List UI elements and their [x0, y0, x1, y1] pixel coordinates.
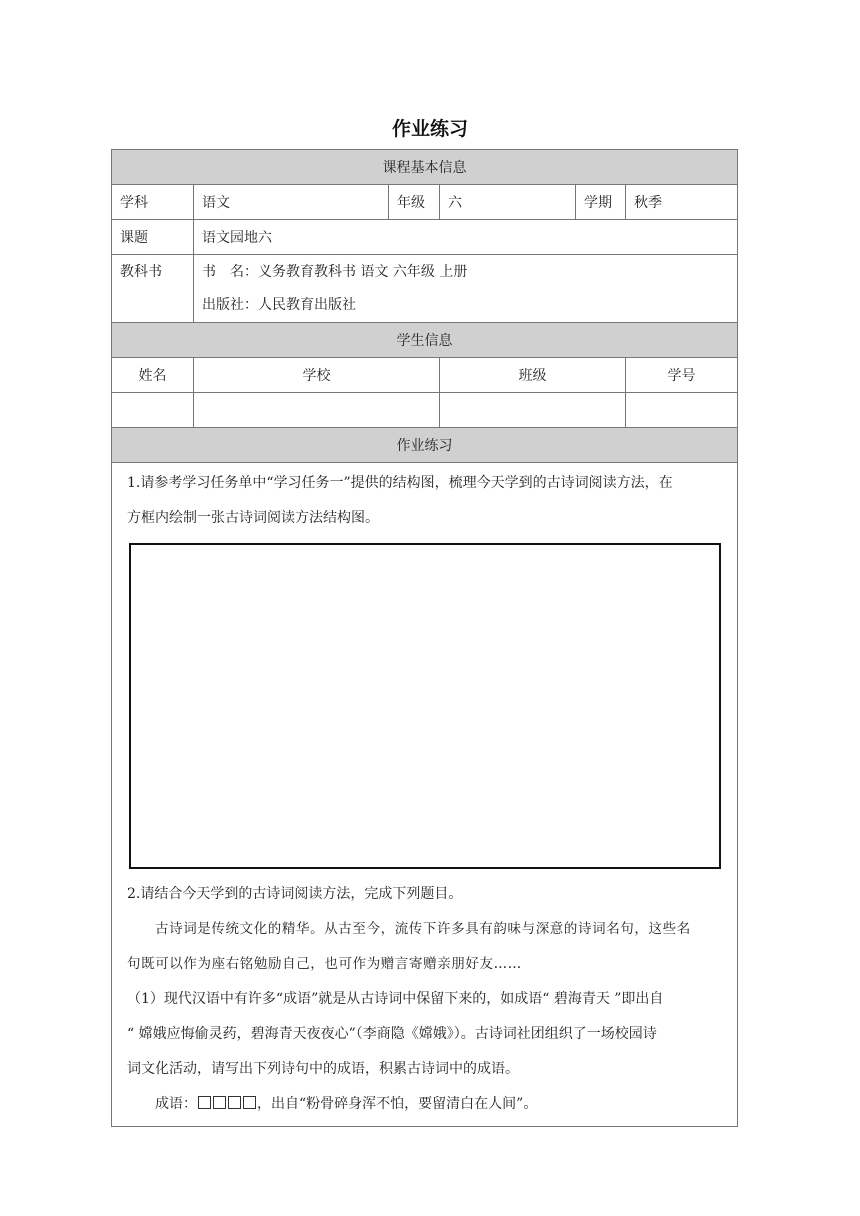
subject-label: 学科 [112, 185, 194, 220]
course-info-header: 课程基本信息 [112, 150, 738, 185]
idiom-answer-line [127, 1087, 722, 1122]
subquestion-1-line-1: （1）现代汉语中有许多“成语”就是从古诗词中保留下来的，如成语“ 碧海青天 ”即出自 [127, 991, 664, 1007]
class-field[interactable] [440, 393, 626, 428]
question-2-line: 2.请结合今天学到的古诗词阅读方法，完成下列题目。 [127, 886, 463, 902]
textbook-label: 教科书 [112, 255, 194, 323]
idiom-prefix: 成语： [155, 1096, 197, 1112]
drawing-area-box[interactable] [129, 543, 721, 869]
homework-sheet [111, 149, 738, 1127]
name-label: 姓名 [112, 358, 194, 393]
grade-value: 六 [440, 185, 576, 220]
school-label: 学校 [194, 358, 440, 393]
class-label: 班级 [440, 358, 626, 393]
homework-content [112, 463, 738, 1127]
answer-box-1[interactable] [198, 1096, 211, 1109]
subquestion-1-line-2: “ 嫦娥应悔偷灵药，碧海青天夜夜心”（李商隐《嫦娥》）。古诗词社团组织了一场校园诗 [127, 1026, 657, 1042]
topic-value: 语文园地六 [194, 220, 738, 255]
name-field[interactable] [112, 393, 194, 428]
answer-box-4[interactable] [243, 1096, 256, 1109]
question-1-line-1: 1.请参考学习任务单中“学习任务一”提供的结构图，梳理今天学到的古诗词阅读方法，在 [127, 475, 673, 491]
topic-label: 课题 [112, 220, 194, 255]
passage-line-2: 句既可以作为座右铭勉励自己，也可作为赠言寄赠亲朋好友…… [127, 956, 522, 972]
publisher-line: 出版社：人民教育出版社 [202, 296, 356, 313]
subquestion-1-line-3: 词文化活动，请写出下列诗句中的成语，积累古诗词中的成语。 [127, 1061, 519, 1077]
grade-label: 年级 [389, 185, 440, 220]
book-name-line: 书 名：义务教育教科书 语文 六年级 上册 [202, 263, 468, 280]
student-id-field[interactable] [626, 393, 738, 428]
passage-line-1: 古诗词是传统文化的精华。从古至今，流传下许多具有韵味与深意的诗词名句，这些名 [155, 921, 691, 937]
student-id-label: 学号 [626, 358, 738, 393]
term-value: 秋季 [626, 185, 738, 220]
student-info-header: 学生信息 [112, 323, 738, 358]
answer-box-3[interactable] [228, 1096, 241, 1109]
term-label: 学期 [576, 185, 626, 220]
page-title: 作业练习 [391, 118, 468, 140]
subject-value: 语文 [194, 185, 389, 220]
question-1-line-2: 方框内绘制一张古诗词阅读方法结构图。 [127, 510, 379, 526]
answer-box-2[interactable] [213, 1096, 226, 1109]
idiom-suffix: ，出自“粉骨碎身浑不怕，要留清白在人间”。 [257, 1096, 538, 1112]
textbook-info [194, 255, 738, 323]
school-field[interactable] [194, 393, 440, 428]
homework-header: 作业练习 [112, 428, 738, 463]
